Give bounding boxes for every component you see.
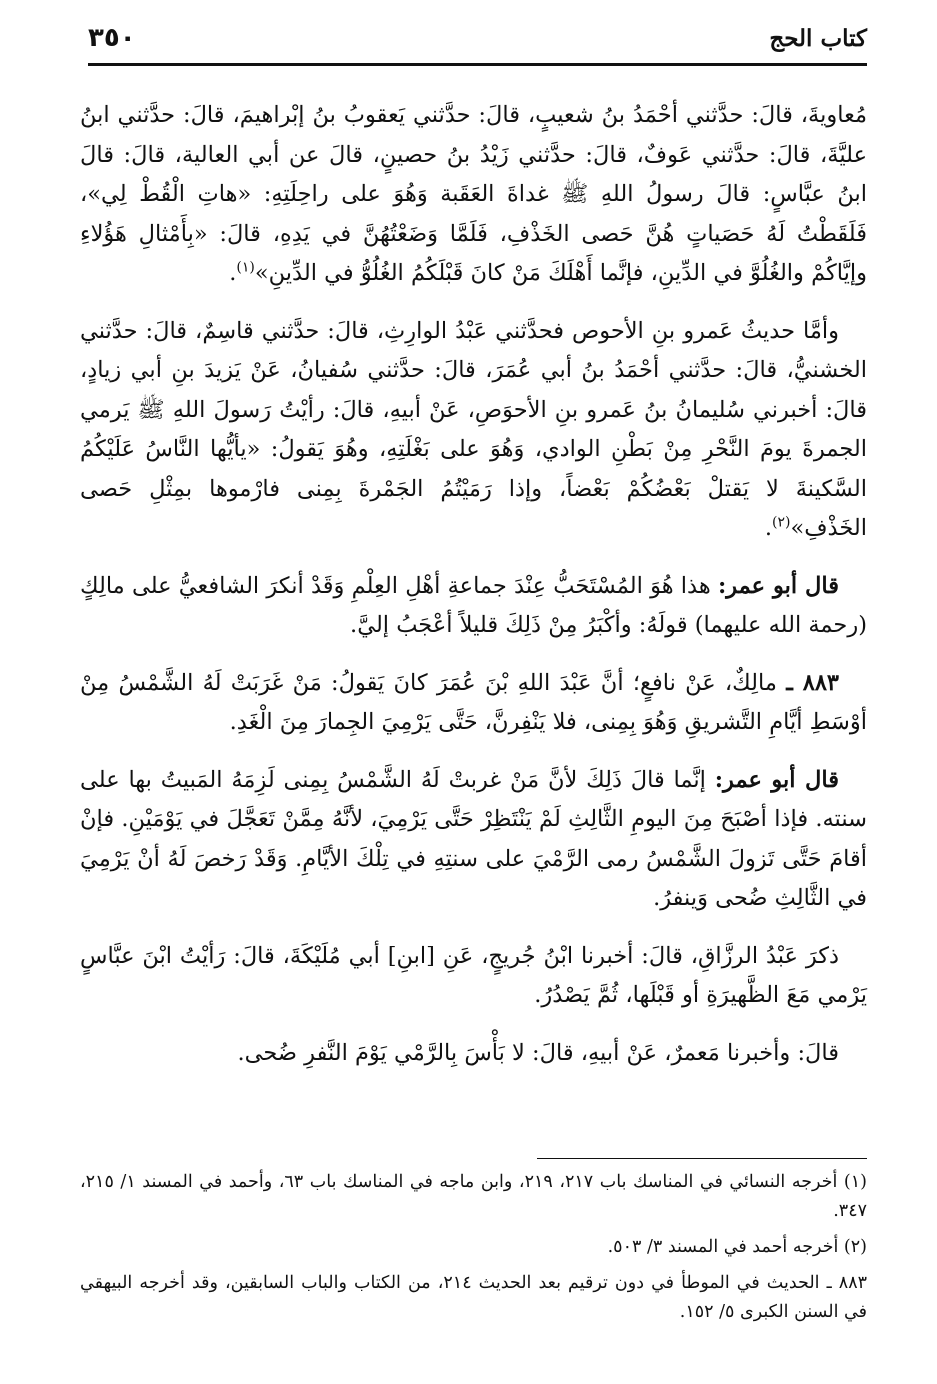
hadith-number: ٨٨٣ ـ (786, 669, 839, 696)
paragraph-comment-abu-umar-2 (80, 761, 867, 919)
paragraph-text: مُعاويةَ، قالَ: حدَّثني أحْمَدُ بنُ شعيبٍ، قالَ: حدَّثني يَعقوبُ بنُ إبْراهيمَ، قالَ: حدَّثني ابنُ عليَّةَ، قالَ: حدَّثني عَوفٌ، قالَ: حدَّثني زَيْدُ بنُ حصينٍ، قالَ عن أبي العالية، قالَ: قالَ ابنُ عبَّاسٍ: قالَ رسولُ اللهِ ﷺ غداةَ العَقَبة وَهُوَ على راحِلَتِهِ: «هاتِ الْقُطْ لِي»، فَلَقَطْتُ لَهُ حَصَياتٍ هُنَّ حَصى الخَذْفِ، فَلَمَّا وَضَعْتُهُنَّ في يَدِهِ، قالَ: «بِأَمْثالِ هَؤُلاءِ وإيَّاكُمْ والغُلُوَّ في الدِّينِ، فإنَّما أَهْلَكَ مَنْ كانَ قَبْلَكُمُ الغُلُوُّ في الدِّينِ» (80, 102, 867, 286)
running-title: كتاب الحج (769, 24, 867, 52)
paragraph-isnad-abi-al-aliya (80, 96, 867, 294)
footnote-883: ٨٨٣ ـ الحديث في الموطأ في دون ترقيم بعد الحديث ٢١٤، من الكتاب والباب السابقين، وقد أخرجه البيهقي في السنن الكبرى ٥/ ١٥٢. (80, 1273, 867, 1322)
footnote-1: (١) أخرجه النسائي في المناسك باب ٢١٧، ٢١٩، وابن ماجه في المناسك باب ٦٣، وأحمد في المسند ١/ ٢١٥، ٣٤٧. (80, 1172, 867, 1221)
paragraph-comment-abu-umar-1 (80, 567, 867, 646)
paragraph-text: قالَ: وأخبرنا مَعمرٌ، عَنْ أبيهِ، قالَ: لا بَأْسَ بِالرَّمْي يَوْمَ النَّفرِ ضُحى. (237, 1039, 839, 1066)
paragraph-text: مالِكٌ، عَنْ نافعٍ؛ أنَّ عَبْدَ اللهِ بْنَ عُمَرَ كانَ يَقولُ: مَنْ غَرَبَتْ لَهُ الشَّمْسُ مِنْ أوْسَطِ أيَّامِ التَّشريقِ وَهُوَ بِمِنى، فلا يَنْفِرنَّ، حَتَّى يَرْمِيَ الجِمارَ مِنَ الْغَدِ. (80, 669, 867, 735)
footnote-rule (537, 1158, 867, 1159)
page-header (88, 18, 867, 58)
footnotes (80, 1168, 867, 1334)
paragraph-end: . (764, 515, 772, 541)
footnote-2: (٢) أخرجه أحمد في المسند ٣/ ٥٠٣. (607, 1237, 867, 1257)
paragraph-text: إنَّما قالَ ذَلِكَ لأنَّ مَنْ غربتْ لَهُ الشَّمْسُ بِمِنى لَزِمَهُ المَبيتُ بها على سنته. فإذا أصْبَحَ مِنَ اليومِ الثَّالِثِ لَمْ يَنْتَظِرْ حَتَّى يَرْمِيَ، لأنَّهُ مِمَّنْ تَعَجَّلَ في يَوْمَيْنِ. فإنْ أقامَ حَتَّى تَزولَ الشَّمْسُ رمى الرَّمْيَ على سنتِهِ في تِلْكَ الأيَّامِ. وَقَدْ رَخصَ لَهُ أنْ يَرْمِيَ في الثَّالِثِ ضُحى وَينفرُ. (80, 766, 867, 911)
footnote-marker: (٢) (772, 514, 791, 531)
paragraph-text: ذكرَ عَبْدُ الرزَّاقِ، قالَ: أخبرنا ابْنُ جُريجٍ، عَنِ [ابنِ] أبي مُلَيْكَةَ، قالَ: رَأيْتُ ابْنَ عبَّاسٍ يَرْمي مَعَ الظَّهيرَةِ أو قَبْلَها، ثُمَّ يَصْدُرُ. (80, 942, 867, 1008)
paragraph-hadith-883 (80, 664, 867, 743)
paragraph-hadith-amr-ibn-al-ahwas (80, 312, 867, 549)
paragraph-lead: قال أبو عمر: (714, 766, 839, 793)
footnote-marker: (١) (236, 259, 255, 276)
header-rule (88, 63, 867, 66)
main-text (80, 96, 867, 1091)
page-number: ٣٥٠ (88, 23, 136, 53)
paragraph-text: هذا هُوَ المُسْتَحَبُّ عِنْدَ جماعةِ أهْلِ العِلْمِ وَقَدْ أنكرَ الشافعيُّ على مالِكٍ (رحمة الله عليهما) قولَهُ: وأكْبَرُ مِنْ ذَلِكَ قليلاً أعْجَبُ إليَّ. (80, 572, 867, 638)
paragraph-lead: قال أبو عمر: (717, 572, 839, 599)
paragraph-abd-al-razzaq (80, 937, 867, 1016)
paragraph-text: وأمَّا حديثُ عَمرو بنِ الأحوص فحدَّثني عَبْدُ الوارِثِ، قالَ: حدَّثني قاسِمٌ، قالَ: حدَّثني الخشنيُّ، قالَ: حدَّثني أحْمَدُ بنُ أبي عُمَرَ، قالَ: حدَّثني سُفيانُ، عَنْ يَزيدَ بنِ أبي زيادٍ، قالَ: أخبرني سُليمانُ بنُ عَمرو بنِ الأحوَصِ، عَنْ أبيهِ، قالَ: رأيْتُ رَسولَ اللهِ ﷺ يَرمي الجمرةَ يومَ النَّحْرِ مِنْ بَطْنِ الوادي، وَهُوَ على بَغْلَتِهِ، وهُوَ يَقولُ: «يأيُّها النَّاسُ عَلَيْكُمُ السَّكينةَ لا يَقتلْ بَعْضُكُمْ بَعْضاً، وإذا رَمَيْتُمُ الجَمْرةَ بِمِنى فارْموها بمِثْلِ حَصى الخَذْفِ» (80, 317, 867, 541)
paragraph-end: . (229, 260, 237, 286)
paragraph-mamar (80, 1034, 867, 1074)
